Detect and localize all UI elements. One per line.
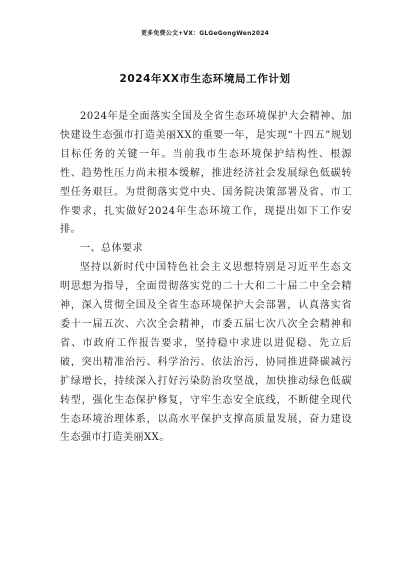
document-body	[60, 108, 352, 448]
section-paragraph: 坚持以新时代中国特色社会主义思想特别是习近平生态文明思想为指导，全面贯彻落实党的二十大和二十届二中全会精神，深入贯彻全国及全省生态环境保护大会部署，认真落实省委十一届五次、六次全会精神，市委五届七次八次全会精神和省、市政府工作报告要求，坚持稳中求进以进促稳、先立后破，突出精准治污、科学治污、依法治污，协同推进降碳减污扩绿增长，持续深入打好污染防治攻坚战，加快推动绿色低碳转型，强化生态保护修复，守牢生态安全底线，不断健全现代生态环境治理体系，以高水平保护支撑高质量发展，奋力建设生态强市打造美丽XX。	[60, 262, 352, 444]
document-title: 2024年XX市生态环境局工作计划	[119, 73, 291, 85]
section-heading: 一、总体要求	[80, 243, 143, 255]
intro-paragraph: 2024年是全面落实全国及全省生态环境保护大会精神、加快建设生态强市打造美丽XX的重要一年，是实现“十四五”规划目标任务的关键一年。当前我市生态环境保护结构性、根源性、趋势性压力尚未根本缓解，推进经济社会发展绿色低碳转型任务艰巨。为贯彻落实党中央、国务院决策部署及省、市工作要求，扎实做好2024年生态环境工作，现提出如下工作安排。	[60, 111, 352, 236]
header-note: 更多免费公文+VX：GLGeGongWen2024	[140, 30, 270, 37]
